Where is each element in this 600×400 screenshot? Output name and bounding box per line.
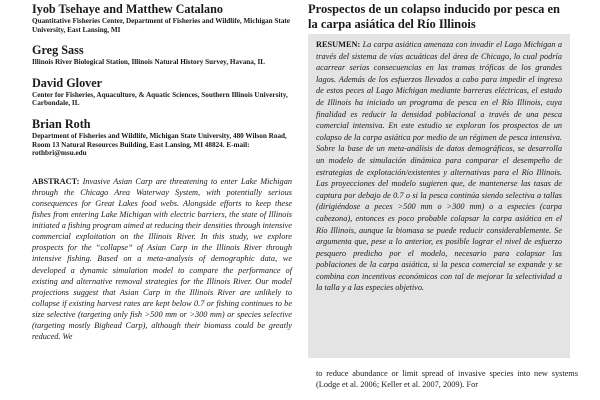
intro-text: to reduce abundance or limit spread of invasive species into new systems (Lodge et al. 2006; Keller et al. 2007, 2009). For [316,369,578,390]
author-affiliation: Quantitative Fisheries Center, Department of Fisheries and Wildlife, Michigan State University, East Lansing, MI [32,17,290,34]
author-affiliation: Illinois River Biological Station, Illinois Natural History Survey, Havana, IL [32,58,266,67]
author-list [32,2,292,158]
author-affiliation: Department of Fisheries and Wildlife, Michigan State University, 480 Wilson Road, Room 13 Natural Resources Building, East Lansing, MI 48824. E-mail: rothbri@msu.edu [32,131,287,158]
author-name: Iyob Tsehaye and Matthew Catalano [32,2,223,16]
resumen-text: La carpa asiática amenaza con invadir el Lago Michigan a través del sistema de vías acuáticas del área de Chicago, lo cual podría acarrear serias consecuencias en las tramas tróficas de los grandes lagos. Además de los esfuerzos llevados a cabo para impedir el ingreso de estos peces al Lago Michigan mediante barreras eléctricas, el estado de Illinois ha iniciado un programa de pesca en el Río Illinois, cuya finalidad es reducir la densidad poblacional a través de una pesca comercial intensiva. En este estudio se exploran los prospectos de un colapso de la carpa asiática por medio de un régimen de pesca intensiva. Sobre la base de un meta-análisis de datos demográficos, se desarrolla un modelo de simulación dinámica para comparar el desempeño de estrategias de explotación/existentes y alternativas para el Río Illinois. Las proyecciones del modelo sugieren que, de mantenerse las tasas de captura por debajo de 0.7 o si la pesca continúa siendo selectiva a tallas (dirigiéndose a peces >500 mm o >300 mm) o a especies (carpa cabezona), entonces es poco probable colapsar la carpa asiática en el Río Illinois, aunque la biomasa se puede reducir considerablemente. Se argumenta que, pese a lo anterior, es posible lograr el nivel de esfuerzo pesquero predicho por el modelo, necesario para colapsar las poblaciones de la carpa asiática, si la pesca comercial se expande y se combina con incentivos económicos con tal de mejorar la selectividad a la talla y a las especies objetivo. [316,40,562,293]
resumen-box [308,34,570,358]
abstract [32,176,292,342]
author-name: Brian Roth [32,116,91,131]
left-column [32,0,292,342]
author-name: Greg Sass [32,43,84,58]
resumen [316,39,562,294]
abstract-label: ABSTRACT: [32,176,80,186]
abstract-text: Invasive Asian Carp are threatening to enter Lake Michigan through the Chicago Area Waterway System, with potentially serious consequences for Great Lakes food webs. Alongside efforts to keep these fishes from entering Lake Michigan with electric barriers, the state of Illinois initiated a fishing program aimed at reducing their densities through intensive commercial exploitation on the Illinois River. In this study, we explore prospects for the “collapse” of Asian Carp in the Illinois River through intensive fishing. Based on a meta-analysis of demographic data, we developed a dynamic simulation model to compare the performance of existing and alternative removal strategies for the Illinois River. Our model projections suggest that Asian Carp in the Illinois River are unlikely to collapse if existing harvest rates are kept below 0.7 or fishing continues to be size selective (targeting only fish >500 mm or >300 mm) or species selective (targeting mostly Bighead Carp), although their biomass could be greatly reduced. We [32,176,292,342]
resumen-label: RESUMEN: [316,40,361,49]
spanish-title: Prospectos de un colapso inducido por pesca en la carpa asiática del Río Illinois [308,2,561,31]
right-column [308,0,578,390]
author-affiliation: Center for Fisheries, Aquaculture, & Aquatic Sciences, Southern Illinois University, Carbondale, IL [32,90,288,108]
author-name: David Glover [32,75,103,90]
